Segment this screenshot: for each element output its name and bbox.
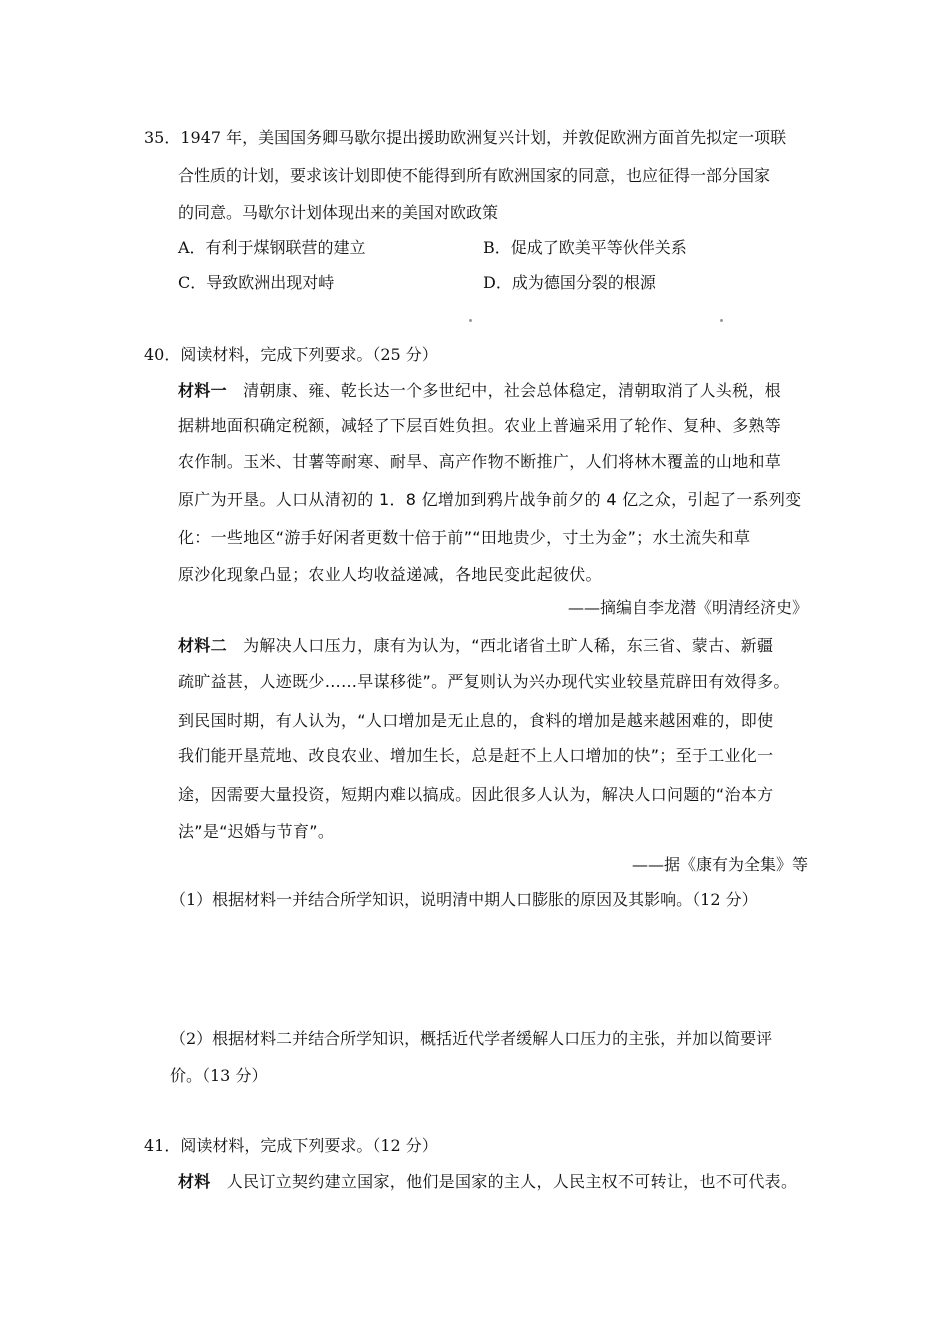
scan-mark <box>720 319 723 322</box>
q35-option-d: D．成为德国分裂的根源 <box>483 273 656 292</box>
q40-material2-label: 材料二 <box>178 636 227 655</box>
q41-header: 41．阅读材料，完成下列要求。（12 分） <box>144 1136 438 1155</box>
q35-stem-line1: 1947 年，美国国务卿马歇尔提出援助欧洲复兴计划，并敦促欧洲方面首先拟定一项联 <box>180 128 787 147</box>
q35-option-b: B．促成了欧美平等伙伴关系 <box>483 238 687 257</box>
q41-material-label: 材料 <box>178 1172 211 1191</box>
q40-material1-line: 化：一些地区“游手好闲者更数十倍于前”“田地贵少，寸土为金”；水土流失和草 <box>178 528 751 547</box>
q35-line1 <box>144 128 786 148</box>
q35-option-c: C．导致欧洲出现对峙 <box>178 273 335 292</box>
q40-header: 40．阅读材料，完成下列要求。（25 分） <box>144 345 438 364</box>
q40-material2-line: 到民国时期，有人认为，“人口增加是无止息的，食料的增加是越来越困难的，即使 <box>178 711 774 730</box>
q40-material2-line1 <box>178 636 773 656</box>
q35-stem-line3: 的同意。马歇尔计划体现出来的美国对欧政策 <box>178 203 499 222</box>
q40-material1-line: 原沙化现象凸显；农业人均收益递减，各地民变此起彼伏。 <box>178 565 602 584</box>
q40-material1-line: 据耕地面积确定税额，减轻了下层百姓负担。农业上普遍采用了轮作、复种、多熟等 <box>178 416 782 435</box>
q35-option-a: A．有利于煤钢联营的建立 <box>178 238 366 257</box>
q40-material1-source: ——摘编自李龙潜《明清经济史》 <box>567 598 808 617</box>
q40-material1-line: 农作制。玉米、甘薯等耐寒、耐旱、高产作物不断推广，人们将林木覆盖的山地和草 <box>178 452 782 471</box>
q40-material2-source: ——据《康有为全集》等 <box>631 855 808 874</box>
q40-subquestion-2-line1: （2）根据材料二并结合所学知识，概括近代学者缓解人口压力的主张，并加以简要评 <box>170 1029 773 1048</box>
q40-material2-text: 为解决人口压力，康有为认为，“西北诸省土旷人稀，东三省、蒙古、新疆 <box>243 636 774 655</box>
q35-stem-line2: 合性质的计划，要求该计划即使不能得到所有欧洲国家的同意，也应征得一部分国家 <box>178 166 771 185</box>
q40-material2-line: 法”是“迟婚与节育”。 <box>178 822 335 841</box>
q40-material1-line1 <box>178 381 781 401</box>
q40-material2-line: 疏旷益甚，人迹既少……早谋移徙”。严复则认为兴办现代实业较垦荒辟田有效得多。 <box>178 672 790 691</box>
scan-mark <box>469 319 472 322</box>
q40-material1-text: 清朝康、雍、乾长达一个多世纪中，社会总体稳定，清朝取消了人头税，根 <box>243 381 781 400</box>
q41-material-line <box>178 1172 797 1192</box>
q41-material-text: 人民订立契约建立国家，他们是国家的主人，人民主权不可转让，也不可代表。 <box>226 1172 798 1191</box>
q40-subquestion-2-line2: 价。（13 分） <box>170 1066 268 1085</box>
q40-material2-line: 途，因需要大量投资，短期内难以搞成。因此很多人认为，解决人口问题的“治本方 <box>178 785 774 804</box>
q40-material1-label: 材料一 <box>178 381 227 400</box>
q40-subquestion-1: （1）根据材料一并结合所学知识，说明清中期人口膨胀的原因及其影响。（12 分） <box>170 890 758 909</box>
q40-material2-line: 我们能开垦荒地、改良农业、增加生长，总是赶不上人口增加的快”；至于工业化一 <box>178 746 774 765</box>
q35-number: 35． <box>144 128 181 147</box>
q40-material1-line: 原广为开垦。人口从清初的 1．8 亿增加到鸦片战争前夕的 4 亿之众，引起了一系列变 <box>178 490 802 509</box>
